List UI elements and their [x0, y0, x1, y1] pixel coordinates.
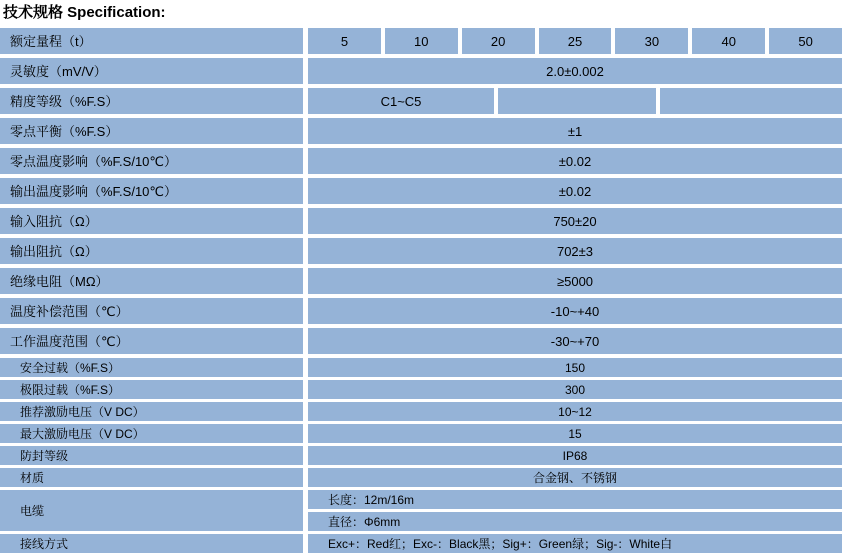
row-values [308, 28, 842, 54]
row-label: 输出阻抗（Ω） [0, 238, 303, 264]
row-values [308, 178, 842, 204]
row-label: 接线方式 [0, 534, 303, 553]
row-value: -10~+40 [308, 298, 842, 324]
row-values [308, 118, 842, 144]
table-row [0, 118, 842, 144]
row-value: ±1 [308, 118, 842, 144]
row-value: ±0.02 [308, 178, 842, 204]
table-row [0, 446, 842, 465]
row-values [308, 468, 842, 487]
row-value: 2.0±0.002 [308, 58, 842, 84]
row-value: 25 [539, 28, 612, 54]
row-value: ±0.02 [308, 148, 842, 174]
row-values [308, 148, 842, 174]
row-value: 长度：12m/16m [308, 490, 842, 509]
row-value: 300 [308, 380, 842, 399]
table-row [0, 298, 842, 324]
row-value [660, 88, 842, 114]
row-label: 零点平衡（%F.S） [0, 118, 303, 144]
row-values [308, 238, 842, 264]
row-value: 合金钢、不锈钢 [308, 468, 842, 487]
table-row [0, 208, 842, 234]
table-row [0, 468, 842, 487]
spec-table [0, 28, 842, 554]
table-row [0, 328, 842, 354]
row-label: 温度补偿范围（℃） [0, 298, 303, 324]
row-values [308, 88, 842, 114]
row-value: 10 [385, 28, 458, 54]
table-row [0, 28, 842, 54]
table-row [0, 490, 842, 531]
row-value: ≥5000 [308, 268, 842, 294]
row-values [308, 424, 842, 443]
table-row [0, 58, 842, 84]
row-value: 50 [769, 28, 842, 54]
row-values [308, 268, 842, 294]
row-values [308, 358, 842, 377]
row-value: -30~+70 [308, 328, 842, 354]
table-row [0, 402, 842, 421]
row-values [308, 534, 842, 553]
row-label: 电缆 [0, 490, 303, 531]
row-value: 750±20 [308, 208, 842, 234]
table-row [0, 380, 842, 399]
row-value: 30 [615, 28, 688, 54]
row-value: Exc+：Red红；Exc-：Black黑；Sig+：Green绿；Sig-：White白 [308, 534, 842, 553]
row-values [308, 490, 842, 531]
row-label: 输出温度影响（%F.S/10℃） [0, 178, 303, 204]
row-value: 15 [308, 424, 842, 443]
row-value: IP68 [308, 446, 842, 465]
row-label: 极限过载（%F.S） [0, 380, 303, 399]
table-row [0, 424, 842, 443]
row-value: 20 [462, 28, 535, 54]
row-value: 40 [692, 28, 765, 54]
table-row [0, 534, 842, 553]
row-label: 精度等级（%F.S） [0, 88, 303, 114]
row-value: 10~12 [308, 402, 842, 421]
row-value: 5 [308, 28, 381, 54]
row-label: 推荐激励电压（V DC） [0, 402, 303, 421]
row-values [308, 328, 842, 354]
row-value: 150 [308, 358, 842, 377]
row-value: C1~C5 [308, 88, 494, 114]
row-values [308, 402, 842, 421]
row-label: 最大激励电压（V DC） [0, 424, 303, 443]
row-value [498, 88, 656, 114]
table-row [0, 148, 842, 174]
table-row [0, 238, 842, 264]
table-row [0, 268, 842, 294]
row-value: 直径：Φ6mm [308, 512, 842, 531]
table-row [0, 358, 842, 377]
row-values [308, 298, 842, 324]
row-values [308, 380, 842, 399]
row-label: 工作温度范围（℃） [0, 328, 303, 354]
page-title: 技术规格 Specification: [3, 4, 166, 21]
row-values [308, 208, 842, 234]
row-values [308, 58, 842, 84]
row-label: 额定量程（t） [0, 28, 303, 54]
table-row [0, 178, 842, 204]
row-label: 零点温度影响（%F.S/10℃） [0, 148, 303, 174]
row-label: 绝缘电阻（MΩ） [0, 268, 303, 294]
row-label: 灵敏度（mV/V） [0, 58, 303, 84]
row-label: 防封等级 [0, 446, 303, 465]
table-row [0, 88, 842, 114]
row-value: 702±3 [308, 238, 842, 264]
row-label: 输入阻抗（Ω） [0, 208, 303, 234]
row-label: 安全过载（%F.S） [0, 358, 303, 377]
row-values [308, 446, 842, 465]
row-label: 材质 [0, 468, 303, 487]
